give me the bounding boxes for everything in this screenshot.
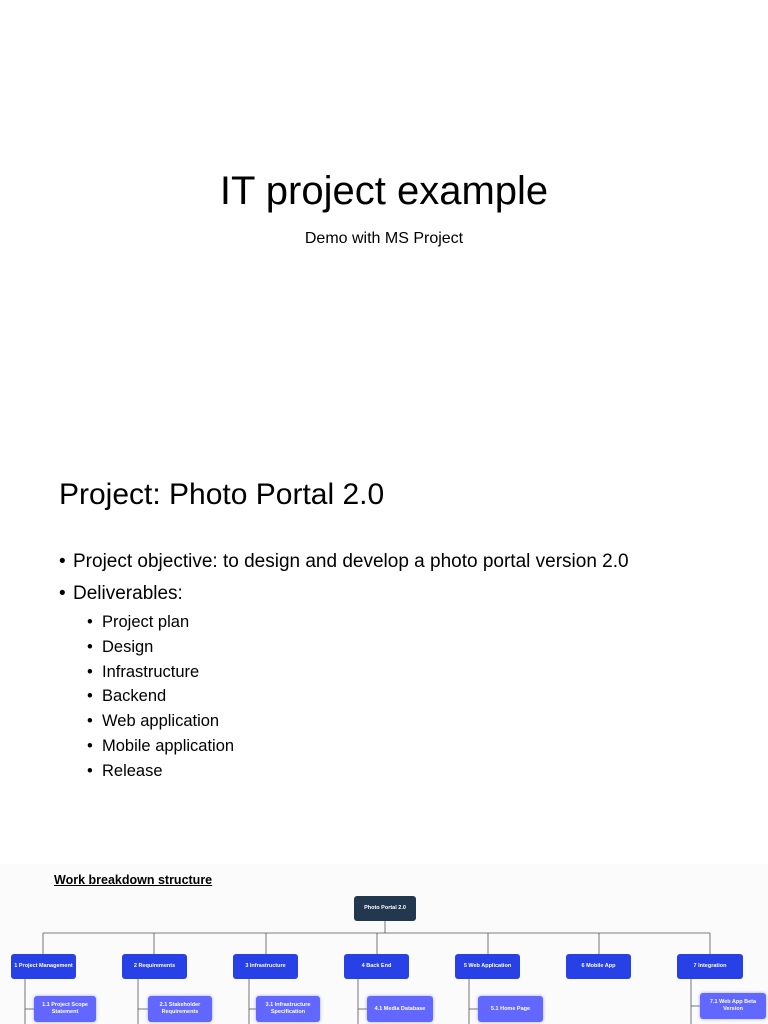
wbs-level1-node: 4 Back End bbox=[344, 954, 409, 979]
wbs-level2-node: 1.1 Project Scope Statement bbox=[34, 996, 96, 1022]
title-slide bbox=[0, 0, 768, 432]
wbs-level1-node: 6 Mobile App bbox=[566, 954, 631, 979]
wbs-level2-node: 2.1 Stakeholder Requirements bbox=[148, 996, 212, 1022]
deliverable-item: • Project plan bbox=[87, 610, 759, 635]
wbs-heading: Work breakdown structure bbox=[54, 873, 213, 887]
slide-title: Project: Photo Portal 2.0 bbox=[59, 478, 385, 511]
wbs-level1-node: 1 Project Management bbox=[11, 954, 76, 979]
bullet-deliverables: • Deliverables: bbox=[59, 578, 759, 610]
bullet-list bbox=[59, 546, 759, 784]
wbs-level2-node: 5.1 Home Page bbox=[478, 996, 543, 1022]
deliverable-item: • Release bbox=[87, 759, 759, 784]
deliverable-item: • Web application bbox=[87, 709, 759, 734]
wbs-level2-node: 4.1 Media Database bbox=[367, 996, 433, 1022]
wbs-level2-node: 3.1 Infrastructure Specification bbox=[256, 996, 320, 1022]
slide-subtitle: Demo with MS Project bbox=[304, 230, 464, 247]
deliverable-item: • Design bbox=[87, 635, 759, 660]
wbs-level1-node: 7 Integration bbox=[677, 954, 743, 979]
wbs-slide bbox=[0, 864, 768, 1024]
slide-title: IT project example bbox=[219, 169, 549, 213]
deliverable-item: • Mobile application bbox=[87, 734, 759, 759]
deliverable-item: • Infrastructure bbox=[87, 660, 759, 685]
bullet-objective: • Project objective: to design and develop a photo portal version 2.0 bbox=[59, 546, 759, 578]
wbs-level1-node: 2 Requirements bbox=[122, 954, 187, 979]
wbs-root-node: Photo Portal 2.0 bbox=[354, 896, 416, 921]
wbs-level2-node: 7.1 Web App Beta Version bbox=[700, 993, 766, 1019]
wbs-level1-node: 3 Infrastructure bbox=[233, 954, 298, 979]
wbs-level1-node: 5 Web Application bbox=[455, 954, 520, 979]
deliverable-item: • Backend bbox=[87, 684, 759, 709]
project-slide bbox=[0, 432, 768, 864]
